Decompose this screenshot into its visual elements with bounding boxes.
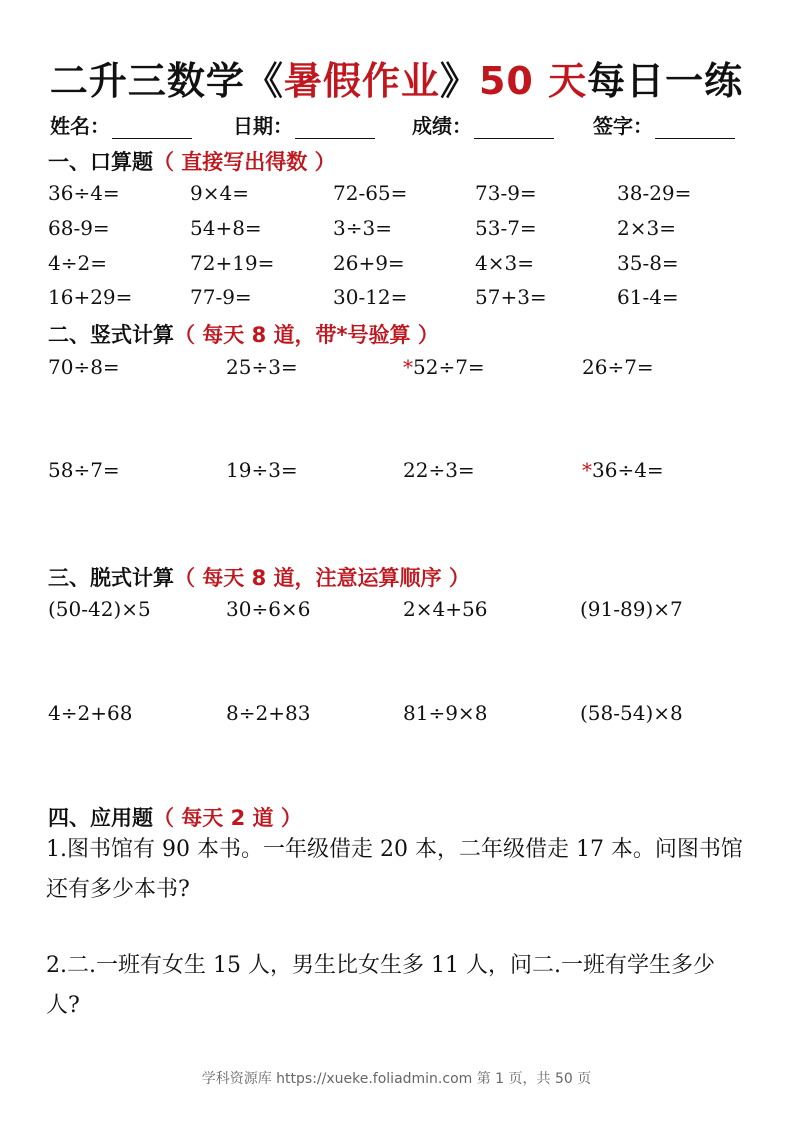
stepwise-item: (50-42)×5 xyxy=(48,597,151,621)
stepwise-item: 4÷2+68 xyxy=(48,701,133,725)
oral-item: 9×4= xyxy=(190,181,249,205)
vertical-item xyxy=(48,458,120,482)
page-title xyxy=(0,50,793,105)
oral-item: 4×3= xyxy=(475,251,534,275)
score-blank[interactable] xyxy=(474,118,554,139)
oral-item: 38-29= xyxy=(617,181,692,205)
title-highlight: 暑假作业 xyxy=(283,59,440,103)
oral-item: 35-8= xyxy=(617,251,679,275)
section-title: 四、应用题 xyxy=(48,806,153,830)
score-field[interactable] xyxy=(412,110,554,139)
oral-item: 4÷2= xyxy=(48,251,107,275)
word-problem-1: 1.图书馆有 90 本书。一年级借走 20 本，二年级借走 17 本。问图书馆还有多少本书? xyxy=(46,837,743,902)
oral-item: 53-7= xyxy=(475,216,537,240)
oral-item: 57+3= xyxy=(475,285,547,309)
signature-blank[interactable] xyxy=(655,118,735,139)
oral-item: 54+8= xyxy=(190,216,262,240)
oral-item: 2×3= xyxy=(617,216,676,240)
vertical-expr: 58÷7= xyxy=(48,458,120,482)
name-blank[interactable] xyxy=(112,118,192,139)
section-title: 二、竖式计算 xyxy=(48,323,174,347)
stepwise-item: 81÷9×8 xyxy=(403,701,488,725)
oral-item: 77-9= xyxy=(190,285,252,309)
stepwise-item: (91-89)×7 xyxy=(580,597,683,621)
vertical-item xyxy=(226,458,298,482)
section-heading-word-problems xyxy=(48,802,302,832)
section-heading-vertical xyxy=(48,319,439,349)
oral-item: 68-9= xyxy=(48,216,110,240)
stepwise-item: (58-54)×8 xyxy=(580,701,683,725)
oral-item: 36÷4= xyxy=(48,181,120,205)
oral-item: 73-9= xyxy=(475,181,537,205)
check-star: * xyxy=(403,355,413,379)
word-problem-2: 2.二.一班有女生 15 人，男生比女生多 11 人，问二.一班有学生多少人? xyxy=(46,953,715,1018)
oral-item: 16+29= xyxy=(48,285,133,309)
section-title: 一、口算题 xyxy=(48,150,153,174)
oral-item: 72+19= xyxy=(190,251,275,275)
title-part5: 每日一练 xyxy=(587,59,744,103)
vertical-expr: 25÷3= xyxy=(226,355,298,379)
vertical-item xyxy=(403,355,485,379)
check-star: * xyxy=(582,458,592,482)
vertical-expr: 19÷3= xyxy=(226,458,298,482)
oral-item: 30-12= xyxy=(333,285,408,309)
score-label: 成绩： xyxy=(412,114,472,138)
vertical-item xyxy=(403,458,475,482)
section-note: （ 每天 8 道，注意运算顺序 ） xyxy=(174,566,470,590)
section-heading-stepwise xyxy=(48,562,470,592)
vertical-expr: 36÷4= xyxy=(592,458,664,482)
stepwise-item: 8÷2+83 xyxy=(226,701,311,725)
title-part1: 二升三数学《 xyxy=(49,59,284,103)
oral-item: 3÷3= xyxy=(333,216,392,240)
section-title: 三、脱式计算 xyxy=(48,566,174,590)
vertical-item xyxy=(582,355,654,379)
page-footer: 学科资源库 https://xueke.foliadmin.com 第 1 页，共 50 页 xyxy=(201,1071,592,1087)
name-field[interactable] xyxy=(50,110,192,139)
section-note: （ 直接写出得数 ） xyxy=(153,150,336,174)
vertical-expr: 22÷3= xyxy=(403,458,475,482)
date-blank[interactable] xyxy=(295,118,375,139)
vertical-expr: 52÷7= xyxy=(413,355,485,379)
vertical-item xyxy=(48,355,120,379)
date-label: 日期： xyxy=(233,114,293,138)
date-field[interactable] xyxy=(233,110,375,139)
section-note: （ 每天 8 道，带*号验算 ） xyxy=(174,323,439,347)
oral-item: 72-65= xyxy=(333,181,408,205)
vertical-item xyxy=(582,458,664,482)
title-part3: 》 xyxy=(439,59,479,103)
oral-item: 26+9= xyxy=(333,251,405,275)
section-note: （ 每天 2 道 ） xyxy=(153,806,302,830)
vertical-item xyxy=(226,355,298,379)
name-label: 姓名： xyxy=(50,114,110,138)
vertical-expr: 70÷8= xyxy=(48,355,120,379)
student-info-row xyxy=(50,110,750,138)
stepwise-item: 30÷6×6 xyxy=(226,597,311,621)
vertical-expr: 26÷7= xyxy=(582,355,654,379)
stepwise-item: 2×4+56 xyxy=(403,597,488,621)
signature-field[interactable] xyxy=(593,110,735,139)
oral-item: 61-4= xyxy=(617,285,679,309)
section-heading-oral xyxy=(48,146,336,176)
title-days: 50 天 xyxy=(478,59,588,103)
signature-label: 签字： xyxy=(593,114,653,138)
